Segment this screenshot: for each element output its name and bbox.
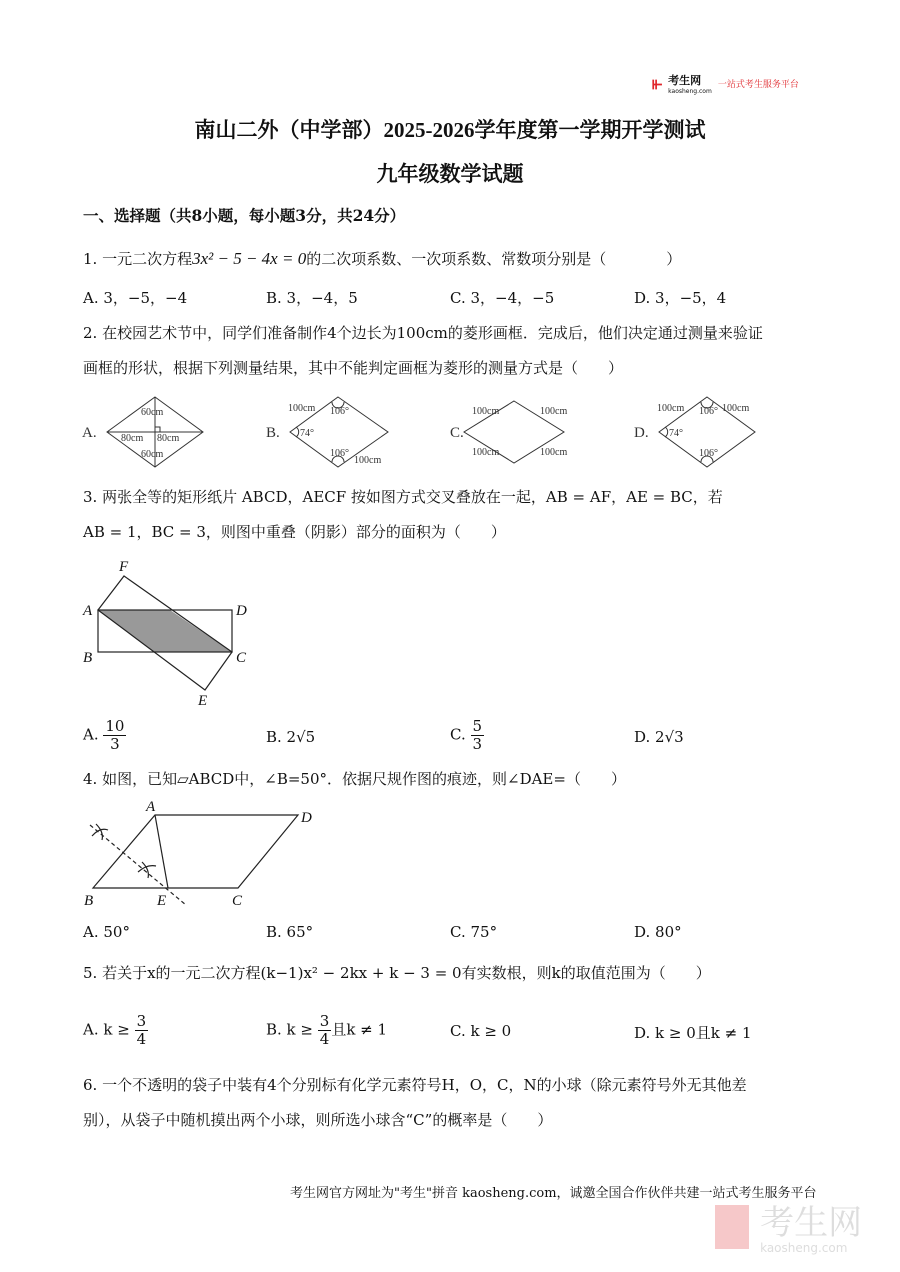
logo-domain: kaosheng.com: [668, 88, 712, 95]
q4-option-b: B. 65°: [266, 923, 314, 941]
q1-option-a: A. 3，−5，−4: [83, 289, 188, 307]
question-6-line2: 别），从袋子中随机摸出两个小球，则所选小球含“C”的概率是（ ）: [83, 1111, 553, 1129]
q3-figure: [0, 550, 300, 710]
section-heading: 一、选择题（共8小题，每小题3分，共24分）: [83, 206, 406, 225]
label-60cm: 60cm: [141, 449, 164, 460]
point-f: F: [119, 559, 129, 575]
point-c: C: [236, 650, 247, 666]
label-74: 74°: [669, 428, 683, 439]
q2-rhombus-figures: [0, 385, 900, 475]
logo-mark-icon: ⫦: [652, 73, 663, 94]
q1-option-c: C. 3，−4，−5: [450, 289, 555, 307]
overlap-shaded-region: [98, 610, 232, 652]
point-d: D: [301, 810, 312, 826]
q4-option-c: C. 75°: [450, 923, 498, 941]
label-100cm: 100cm: [472, 447, 500, 458]
q1-text: 1. 一元二次方程: [83, 250, 193, 268]
q1-equation: 3x² − 5 − 4x = 0: [192, 249, 307, 268]
point-c: C: [232, 893, 243, 909]
logo-name: 考生网: [668, 74, 702, 87]
q2-option-a: A.: [82, 425, 97, 441]
q5-option-c: C. k ≥ 0: [450, 1022, 512, 1040]
q2-option-b: B.: [266, 425, 280, 441]
q2-option-c: C.: [450, 425, 464, 441]
point-a: A: [83, 603, 93, 619]
point-e: E: [198, 693, 208, 709]
label-74: 74°: [300, 428, 314, 439]
exam-title: 南山二外（中学部）2025-2026学年度第一学期开学测试: [194, 118, 706, 142]
question-2-line1: 2. 在校园艺术节中，同学们准备制作4个边长为100cm的菱形画框．完成后，他们决定通过测量来验证: [83, 324, 763, 342]
point-a: A: [146, 800, 156, 815]
q1-text-end: 的二次项系数、一次项系数、常数项分别是（ ）: [306, 250, 682, 268]
q4-option-d: D. 80°: [634, 923, 682, 941]
q3-option-c: C. $\frac{5}{3}$: [450, 717, 483, 753]
label-100cm: 100cm: [657, 403, 685, 414]
q4-figure: [0, 800, 330, 910]
q1-option-b: B. 3，−4，5: [266, 289, 358, 307]
label-106: 106°: [699, 448, 718, 459]
q3-option-a: A. $\frac{10}{3}$: [83, 717, 125, 753]
label-100cm: 100cm: [288, 403, 316, 414]
point-b: B: [83, 650, 93, 666]
watermark-logo-icon: [715, 1205, 749, 1249]
question-3-line1: 3. 两张全等的矩形纸片 ABCD，AECF 按如图方式交叉叠放在一起，AB = AF，AE = BC，若: [83, 488, 723, 506]
q5-option-a: A. k ≥ $\frac{3}{4}$: [83, 1012, 147, 1048]
q4-option-a: A. 50°: [83, 923, 130, 941]
q2-option-d: D.: [634, 425, 649, 441]
label-100cm: 100cm: [354, 455, 382, 466]
logo-slogan: 一站式考生服务平台: [717, 80, 799, 90]
kaosheng-logo: [652, 72, 799, 95]
footer-text: 考生网官方网址为"考生"拼音 kaosheng.com，诚邀全国合作伙伴共建一站式考生服务平台: [290, 1186, 817, 1201]
label-106: 106°: [330, 448, 349, 459]
q1-option-d: D. 3，−5，4: [634, 289, 727, 307]
point-b: B: [84, 893, 94, 909]
point-e: E: [157, 893, 167, 909]
question-4: 4. 如图，已知▱ABCD中，∠B=50°．依据尺规作图的痕迹，则∠DAE=（ ）: [83, 770, 626, 788]
exam-subtitle: 九年级数学试题: [376, 162, 524, 186]
label-100cm: 100cm: [540, 447, 568, 458]
q3-option-d: D. 2√3: [634, 728, 684, 746]
point-d: D: [236, 603, 247, 619]
label-80cm: 80cm: [157, 433, 180, 444]
q5-option-b: B. k ≥ $\frac{3}{4}$ 且k ≠ 1: [266, 1012, 388, 1048]
question-3-line2: AB = 1，BC = 3，则图中重叠（阴影）部分的面积为（ ）: [83, 523, 506, 541]
label-106: 106°: [330, 406, 349, 417]
watermark: 考生网 kaosheng.com: [715, 1205, 862, 1255]
label-100cm: 100cm: [722, 403, 750, 414]
question-6-line1: 6. 一个不透明的袋子中装有4个分别标有化学元素符号H，O，C，N的小球（除元素符号外无其他差: [83, 1076, 747, 1094]
label-100cm: 100cm: [472, 406, 500, 417]
q3-option-b: B. 2√5: [266, 728, 316, 746]
label-60cm: 60cm: [141, 407, 164, 418]
label-100cm: 100cm: [540, 406, 568, 417]
question-2-line2: 画框的形状，根据下列测量结果，其中不能判定画框为菱形的测量方式是（ ）: [83, 359, 624, 377]
q5-option-d: D. k ≥ 0且k ≠ 1: [634, 1024, 752, 1042]
question-1: [83, 248, 681, 269]
label-80cm: 80cm: [121, 433, 144, 444]
label-106: 106°: [699, 406, 718, 417]
question-5: 5. 若关于x的一元二次方程(k−1)x² − 2kx + k − 3 = 0有实数根，则k的取值范围为（ ）: [83, 964, 711, 982]
